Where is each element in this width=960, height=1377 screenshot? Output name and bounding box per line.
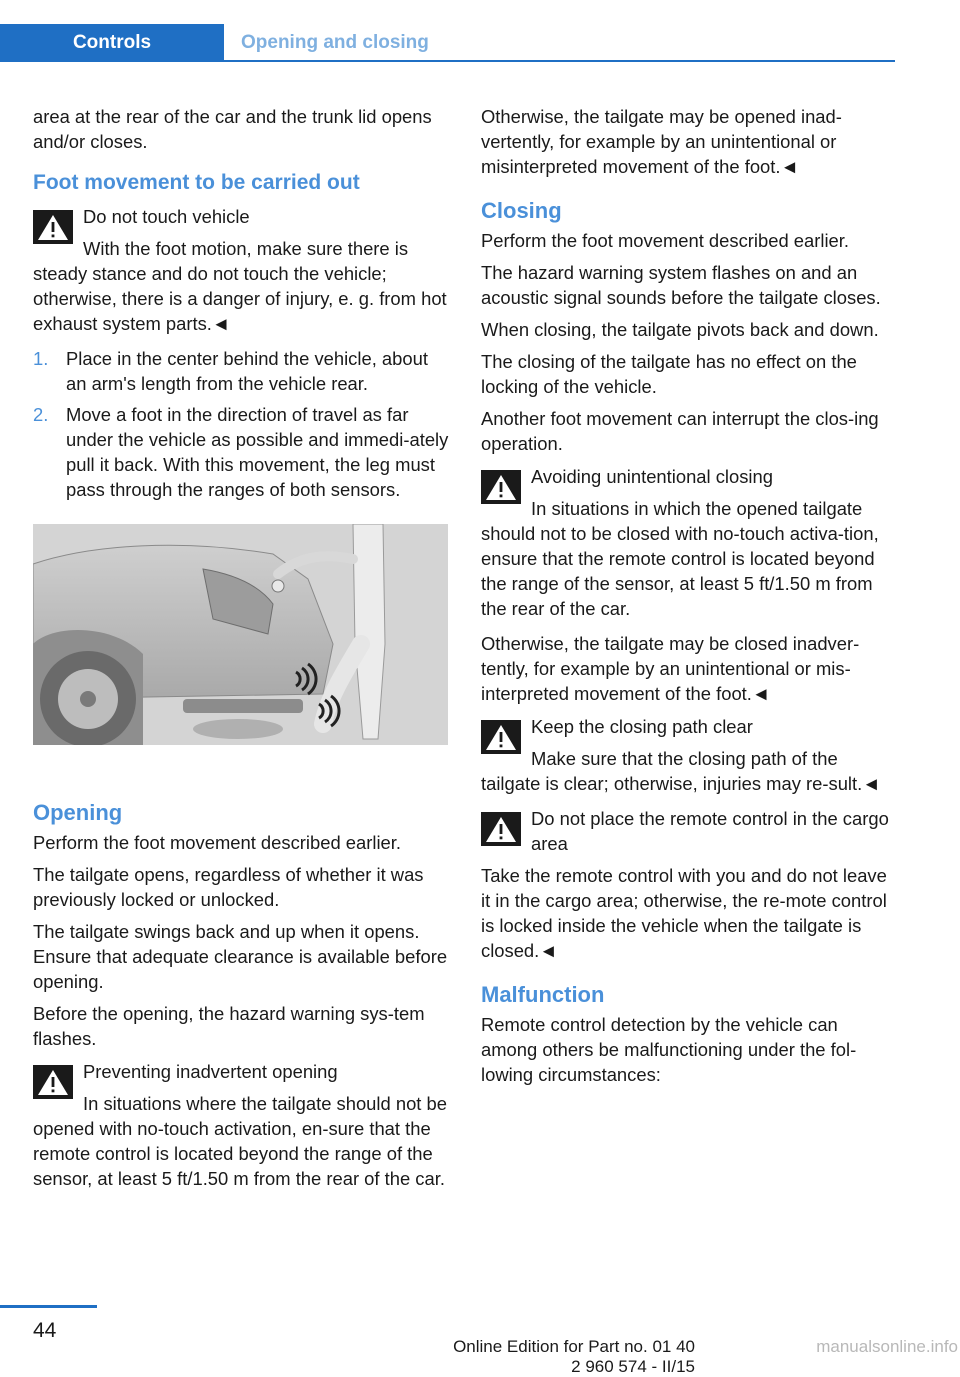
opening-heading: Opening bbox=[33, 800, 123, 825]
closing-heading: Closing bbox=[481, 198, 562, 223]
warning-title: Do not touch vehicle bbox=[83, 206, 250, 227]
warning-triangle-icon bbox=[481, 720, 521, 754]
right-column bbox=[481, 104, 893, 1094]
closing-paragraph: Another foot movement can interrupt the clos‐ing operation. bbox=[481, 408, 879, 454]
continued-text: Otherwise, the tailgate may be opened inad‐vertently, for example by an unintentional or misinterpreted movement of the foot.◄ bbox=[481, 106, 842, 177]
warning-block bbox=[481, 806, 893, 963]
list-item bbox=[33, 402, 449, 502]
page-header bbox=[0, 0, 895, 62]
warning-triangle-icon bbox=[33, 1065, 73, 1099]
warning-block bbox=[33, 1059, 449, 1191]
foot-movement-heading: Foot movement to be carried out bbox=[33, 171, 360, 194]
closing-paragraph: Perform the foot movement described earlier. bbox=[481, 230, 849, 251]
warning-block bbox=[481, 464, 893, 621]
warning-triangle-icon bbox=[481, 812, 521, 846]
warning-triangle-icon bbox=[481, 470, 521, 504]
opening-paragraph: The tailgate swings back and up when it opens. Ensure that adequate clearance is available before opening. bbox=[33, 921, 448, 992]
warning-title: Avoiding unintentional closing bbox=[531, 466, 773, 487]
opening-paragraph: Before the opening, the hazard warning sys‐tem flashes. bbox=[33, 1003, 425, 1049]
tab-opening-and-closing[interactable]: Opening and closing bbox=[241, 31, 429, 53]
warning-body: In situations in which the opened tailgate should not to be closed with no-touch activa‐tion, ensure that the remote control is located beyond the range of the sensor, at least 5 ft/1.50 m from the rear of the car. bbox=[481, 498, 879, 619]
warning-block bbox=[481, 714, 893, 796]
foot-movement-illustration bbox=[33, 524, 448, 745]
warning-title: Preventing inadvertent opening bbox=[83, 1061, 338, 1082]
list-item bbox=[33, 346, 449, 396]
step-text: Move a foot in the direction of travel as far under the vehicle as possible and immedi‐ately pull it back. With this movement, the leg must pass through the ranges of both sensors. bbox=[66, 404, 449, 500]
warning-title: Do not place the remote control in the cargo area bbox=[531, 808, 889, 854]
closing-paragraph: The hazard warning system flashes on and an acoustic signal sounds before the tailgate closes. bbox=[481, 262, 881, 308]
warning-continued-text: Otherwise, the tailgate may be closed inadver‐tently, for example by an unintentional or mis‐interpreted movement of the foot.◄ bbox=[481, 633, 860, 704]
closing-paragraph: When closing, the tailgate pivots back and down. bbox=[481, 319, 879, 340]
intro-text: area at the rear of the car and the trunk lid opens and/or closes. bbox=[33, 106, 432, 152]
opening-paragraph: Perform the foot movement described earlier. bbox=[33, 832, 401, 853]
footer-rule bbox=[0, 1305, 97, 1308]
edition-text: Online Edition for Part no. 01 40 2 960 574 - II/15 bbox=[453, 1337, 695, 1376]
step-number: 2. bbox=[33, 404, 49, 425]
warning-body: With the foot motion, make sure there is steady stance and do not touch the vehicle; otherwise, there is a danger of injury, e. g. from hot exhaust system parts.◄ bbox=[33, 238, 447, 334]
page-number: 44 bbox=[33, 1319, 57, 1342]
closing-paragraph: The closing of the tailgate has no effect on the locking of the vehicle. bbox=[481, 351, 857, 397]
header-rule bbox=[0, 60, 895, 62]
warning-body: Take the remote control with you and do not leave it in the cargo area; otherwise, the re‐mote control is locked inside the vehicle when the tailgate is closed.◄ bbox=[481, 865, 887, 961]
warning-body: Make sure that the closing path of the tailgate is clear; otherwise, injuries may re‐sult.◄ bbox=[481, 748, 881, 794]
step-number: 1. bbox=[33, 348, 49, 369]
left-column bbox=[33, 104, 449, 1201]
opening-paragraph: The tailgate opens, regardless of whether it was previously locked or unlocked. bbox=[33, 864, 424, 910]
warning-title: Keep the closing path clear bbox=[531, 716, 753, 737]
watermark: manualsonline.info bbox=[816, 1337, 958, 1356]
steps-list bbox=[33, 346, 449, 502]
malfunction-heading: Malfunction bbox=[481, 982, 605, 1007]
malfunction-paragraph: Remote control detection by the vehicle can among others be malfunctioning under the fol‐lowing circumstances: bbox=[481, 1014, 857, 1085]
warning-block bbox=[33, 204, 449, 336]
tab-controls[interactable]: Controls bbox=[0, 24, 224, 61]
step-text: Place in the center behind the vehicle, about an arm's length from the vehicle rear. bbox=[66, 348, 428, 394]
warning-triangle-icon bbox=[33, 210, 73, 244]
warning-body: In situations where the tailgate should not be opened with no-touch activation, en‐sure that the remote control is located beyond the range of the sensor, at least 5 ft/1.50 m from the rear of the car. bbox=[33, 1093, 447, 1189]
